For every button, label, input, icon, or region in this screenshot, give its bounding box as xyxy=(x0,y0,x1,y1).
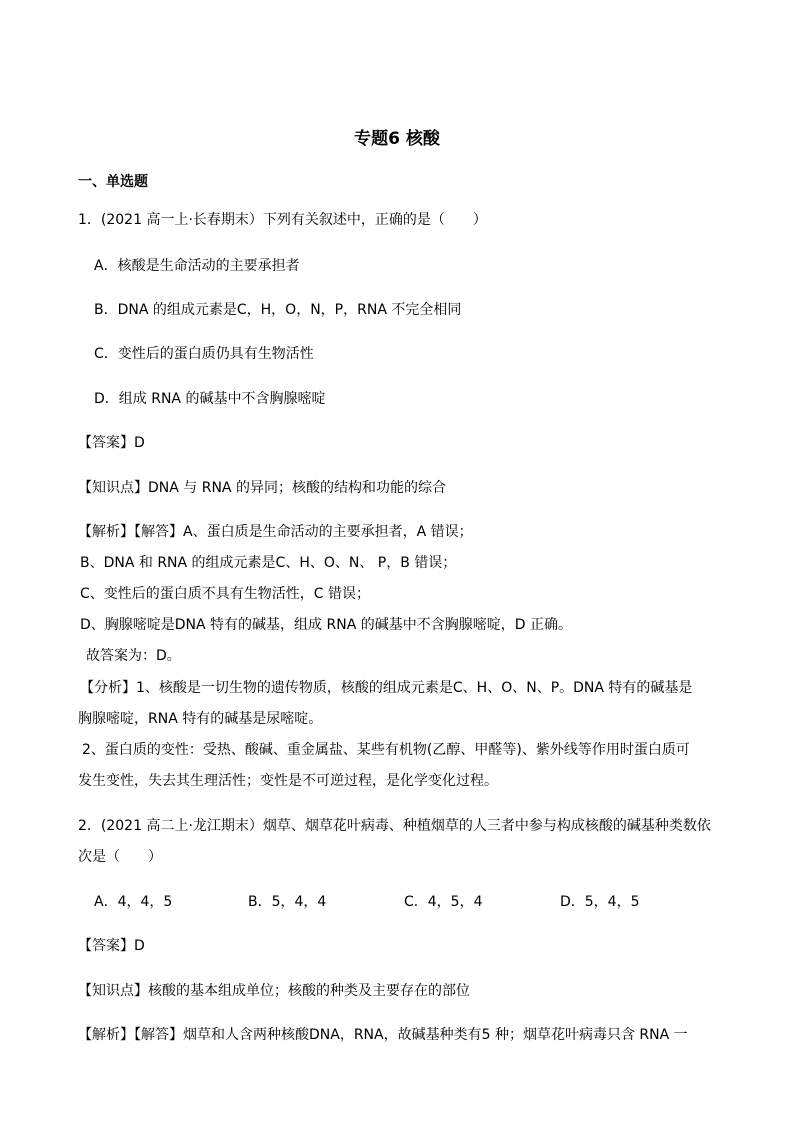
q1-option-d: D．组成 RNA 的碱基中不含胸腺嘧啶 xyxy=(94,391,326,407)
q2-option-d: D．5，4，5 xyxy=(560,894,640,910)
q1-analysis-line: 【解析】【解答】A、蛋白质是生命活动的主要承担者，A 错误； xyxy=(78,524,473,540)
q1-analysis-line: 发生变性，失去其生理活性；变性是不可逆过程，是化学变化过程。 xyxy=(78,773,498,789)
q1-stem: 1．(2021 高一上·长春期末）下列有关叙述中，正确的是（ ） xyxy=(78,212,487,228)
q1-answer: 【答案】D xyxy=(78,435,145,451)
q1-knowledge: 【知识点】DNA 与 RNA 的异同；核酸的结构和功能的综合 xyxy=(78,480,446,496)
q1-analysis-line: 2、蛋白质的变性：受热、酸碱、重金属盐、某些有机物(乙醇、甲醛等)、紫外线等作用时蛋白质可 xyxy=(82,742,690,758)
q2-analysis-line: 【解析】【解答】烟草和人含两种核酸DNA，RNA，故碱基种类有5 种；烟草花叶病毒只含 RNA 一 xyxy=(78,1027,688,1043)
q1-option-a: A．核酸是生命活动的主要承担者 xyxy=(94,258,300,274)
q1-analysis-line: 【分析】1、核酸是一切生物的遗传物质，核酸的组成元素是C、H、O、N、P。DNA 特有的碱基是 xyxy=(80,680,693,696)
q2-stem: 2．(2021 高二上·龙江期末）烟草、烟草花叶病毒、种植烟草的人三者中参与构成核酸的碱基种类数依 xyxy=(78,818,711,834)
q1-analysis-line: 故答案为：D。 xyxy=(86,648,181,664)
q2-knowledge: 【知识点】核酸的基本组成单位；核酸的种类及主要存在的部位 xyxy=(78,983,470,999)
q1-analysis-line: C、变性后的蛋白质不具有生物活性，C 错误； xyxy=(80,586,370,602)
q2-answer: 【答案】D xyxy=(78,938,145,954)
q1-option-c: C．变性后的蛋白质仍具有生物活性 xyxy=(94,346,314,362)
q2-option-c: C．4，5，4 xyxy=(404,894,483,910)
q2-option-b: B．5，4，4 xyxy=(248,894,327,910)
q1-analysis-line: B、DNA 和 RNA 的组成元素是C、H、O、N、 P，B 错误； xyxy=(80,555,457,571)
q1-analysis-line: 胸腺嘧啶，RNA 特有的碱基是尿嘧啶。 xyxy=(78,711,323,727)
section-heading: 一、单选题 xyxy=(78,174,148,190)
page-title: 专题6 核酸 xyxy=(354,129,440,149)
q2-option-a: A．4，4，5 xyxy=(94,894,173,910)
q2-stem-cont: 次是（ ） xyxy=(78,849,162,865)
q1-analysis-line: D、胸腺嘧啶是DNA 特有的碱基，组成 RNA 的碱基中不含胸腺嘧啶，D 正确。 xyxy=(80,617,572,633)
q1-option-b: B．DNA 的组成元素是C，H，O，N，P，RNA 不完全相同 xyxy=(94,302,462,318)
